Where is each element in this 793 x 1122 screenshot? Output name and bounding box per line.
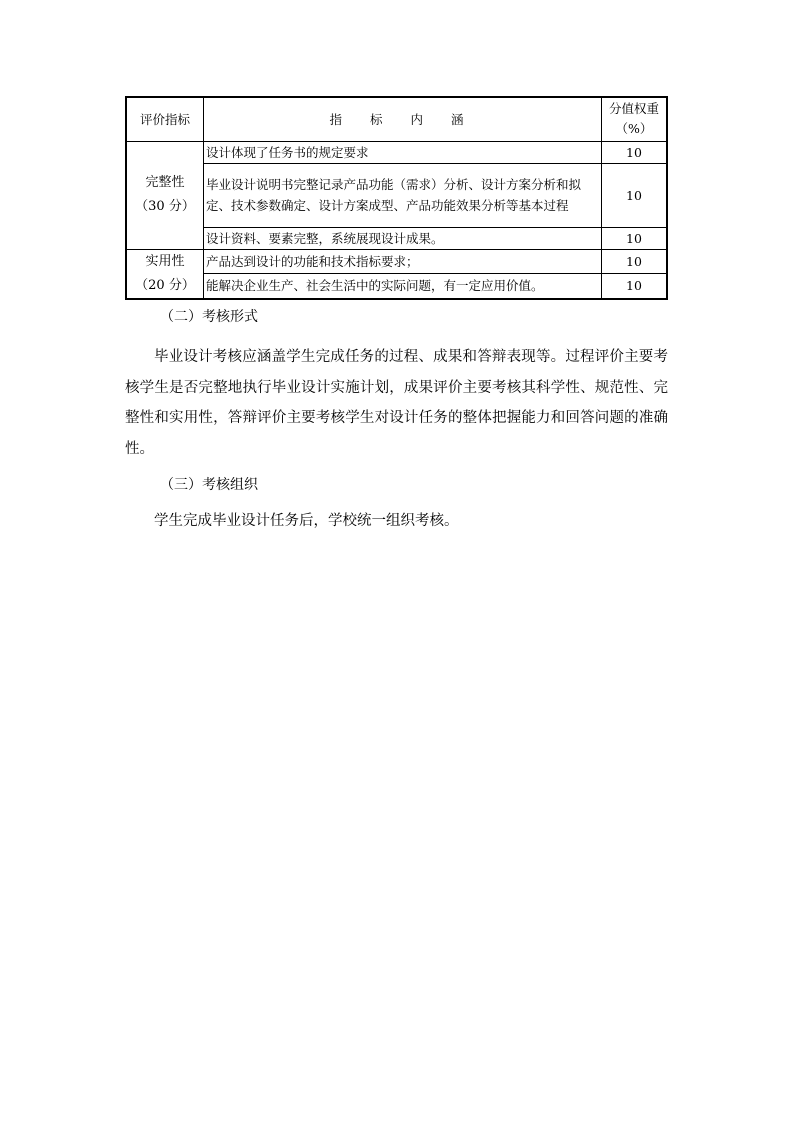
category-practicality — [126, 249, 204, 299]
row-weight: 10 — [602, 227, 668, 249]
category-label: 完整性 — [145, 175, 185, 190]
table-header-row — [126, 97, 667, 141]
section-heading-assessment-organization: （三）考核组织 — [160, 477, 258, 493]
category-label: 实用性 — [145, 253, 185, 269]
row-content: 能解决企业生产、社会生活中的实际问题，有一定应用价值。 — [204, 273, 602, 298]
row-content: 产品达到设计的功能和技术指标要求； — [204, 249, 602, 273]
category-completeness — [126, 141, 204, 249]
category-points: （20 分） — [135, 277, 195, 293]
row-weight: 10 — [602, 163, 668, 227]
category-points: （30 分） — [135, 199, 195, 214]
header-weight — [602, 97, 668, 141]
row-content: 设计资料、要素完整，系统展现设计成果。 — [204, 227, 602, 249]
section-heading-assessment-form: （二）考核形式 — [160, 309, 258, 325]
table-row — [126, 163, 667, 227]
table-row — [126, 141, 667, 163]
header-content: 指 标 内 涵 — [204, 97, 602, 141]
header-indicator: 评价指标 — [126, 97, 204, 141]
paragraph-assessment-organization: 学生完成毕业设计任务后，学校统一组织考核。 — [154, 513, 459, 529]
row-weight: 10 — [602, 273, 668, 298]
header-weight-line2: （%） — [615, 121, 653, 137]
table-row — [126, 273, 667, 298]
paragraph-assessment-form: 毕业设计考核应涵盖学生完成任务的过程、成果和答辩表现等。过程评价主要考核学生是否完整地执行毕业设计实施计划，成果评价主要考核其科学性、规范性、完整性和实用性，答辩评价主要考核学生对设计任务的整体把握能力和回答问题的准确性。 — [125, 349, 668, 457]
table-row — [126, 249, 667, 273]
header-weight-line1: 分值权重 — [608, 101, 659, 117]
evaluation-table — [125, 96, 668, 300]
table-row — [126, 227, 667, 249]
row-content: 设计体现了任务书的规定要求 — [204, 141, 602, 163]
row-weight: 10 — [602, 249, 668, 273]
row-weight: 10 — [602, 141, 668, 163]
row-content: 毕业设计说明书完整记录产品功能（需求）分析、设计方案分析和拟定、技术参数确定、设计方案成型、产品功能效果分析等基本过程 — [204, 163, 602, 227]
